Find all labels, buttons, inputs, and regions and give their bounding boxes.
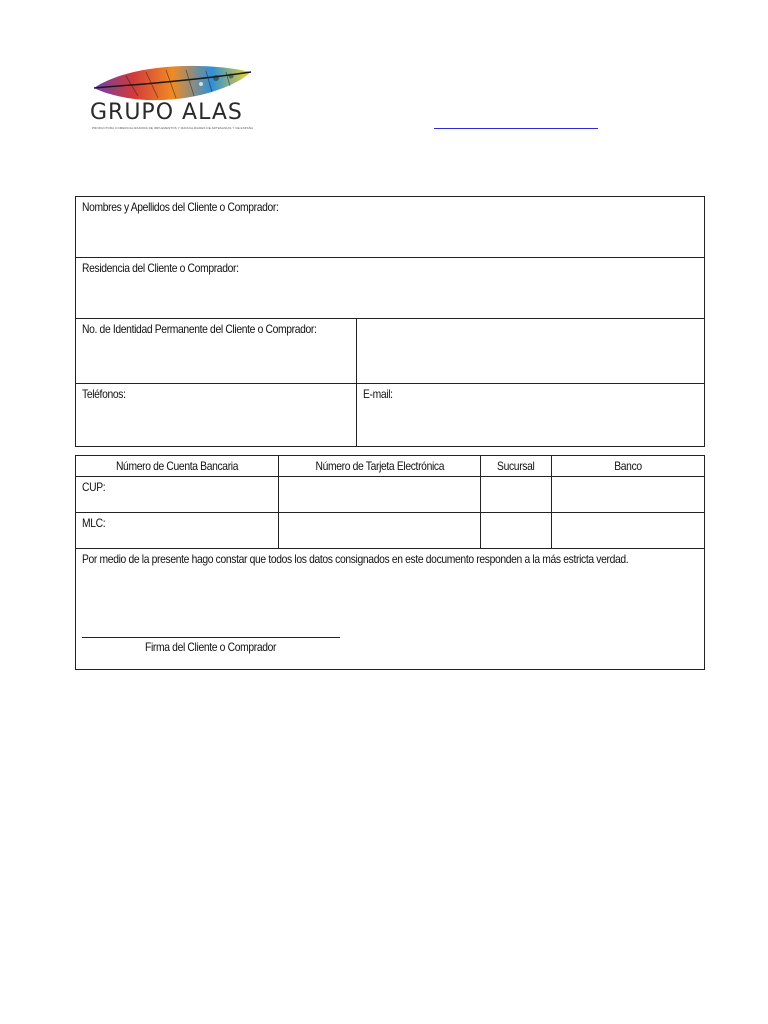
cup-account-field[interactable]	[76, 477, 279, 513]
mlc-account-field[interactable]	[76, 513, 279, 549]
client-id-label: No. de Identidad Permanente del Cliente o Comprador:	[82, 322, 317, 336]
column-header-bank: Banco	[552, 456, 705, 477]
column-header-branch: Sucursal	[481, 456, 552, 477]
client-id-label-cell	[76, 319, 357, 384]
cup-branch-field[interactable]	[481, 477, 552, 513]
signature-label: Firma del Cliente o Comprador	[145, 640, 277, 654]
header-link-line	[434, 128, 598, 129]
mlc-branch-field[interactable]	[481, 513, 552, 549]
signature-line[interactable]	[82, 637, 340, 638]
declaration-text: Por medio de la presente hago constar que todos los datos consignados en este documento responden a la más estricta verdad.	[82, 552, 629, 566]
declaration-cell	[76, 549, 705, 670]
client-id-field[interactable]	[357, 319, 705, 384]
table-row-cup	[76, 477, 705, 513]
mlc-label: MLC:	[82, 516, 106, 530]
mlc-card-field[interactable]	[279, 513, 481, 549]
cup-label: CUP:	[82, 480, 106, 494]
table-row-mlc	[76, 513, 705, 549]
phones-label: Teléfonos:	[82, 387, 126, 401]
phones-field[interactable]	[76, 384, 357, 447]
company-logo	[86, 62, 256, 134]
client-info-table	[75, 196, 705, 447]
column-header-card: Número de Tarjeta Electrónica	[279, 456, 481, 477]
client-name-label: Nombres y Apellidos del Cliente o Comprador:	[82, 200, 279, 214]
client-residence-field[interactable]	[76, 258, 705, 319]
cup-card-field[interactable]	[279, 477, 481, 513]
client-residence-label: Residencia del Cliente o Comprador:	[82, 261, 239, 275]
column-header-account: Número de Cuenta Bancaria	[76, 456, 279, 477]
client-name-field[interactable]	[76, 197, 705, 258]
logo-text: GRUPO ALAS	[90, 100, 243, 125]
cup-bank-field[interactable]	[552, 477, 705, 513]
bank-info-table	[75, 455, 705, 670]
mlc-bank-field[interactable]	[552, 513, 705, 549]
email-label: E-mail:	[363, 387, 393, 401]
logo-tagline: PRODUCTORA COMERCIALIZADORA DE IMPLEMENTOS Y MANUALIDADES DE ARTESANÍAS Y DE ESPAÑA	[92, 126, 254, 130]
email-field[interactable]	[357, 384, 705, 447]
